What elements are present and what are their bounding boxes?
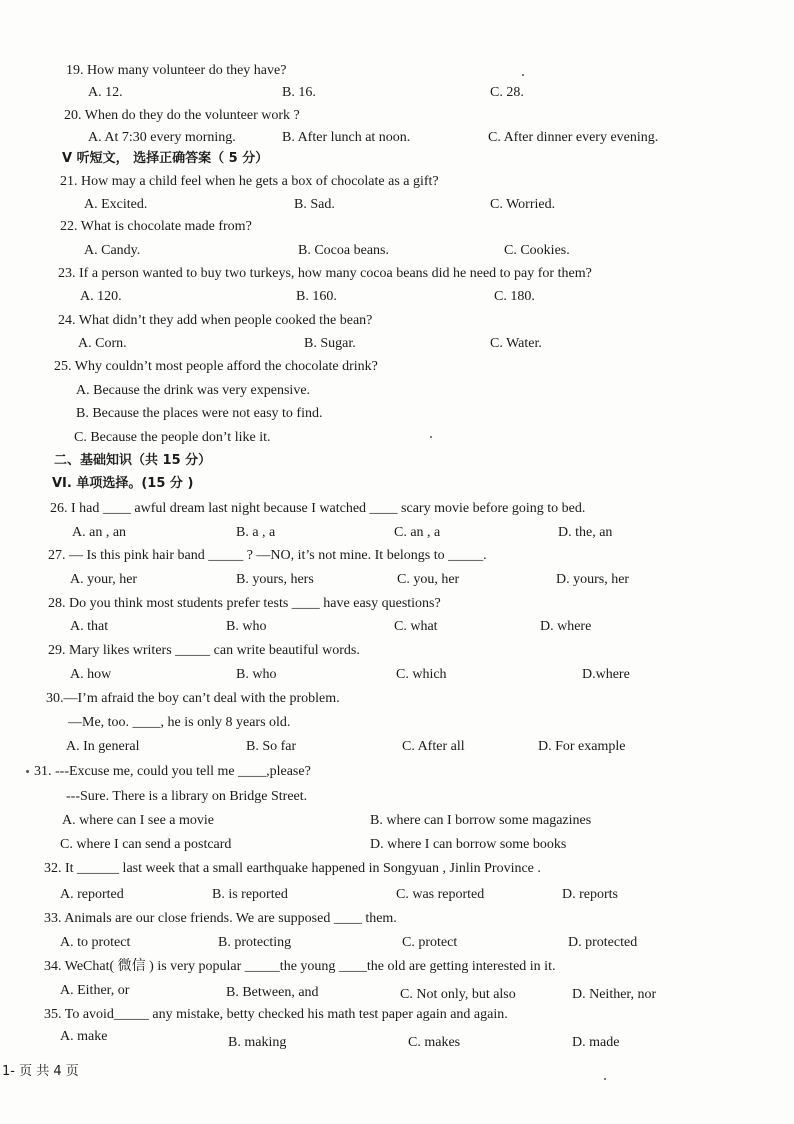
q34-option-b: B. Between, and xyxy=(226,985,319,1000)
question-31: 31. ---Excuse me, could you tell me ____,please? xyxy=(34,764,311,779)
question-29: 29. Mary likes writers _____ can write beautiful words. xyxy=(48,643,360,658)
q29-option-a: A. how xyxy=(70,667,112,682)
q26-option-b: B. a , a xyxy=(236,525,276,540)
q23-option-b: B. 160. xyxy=(296,289,337,304)
question-30-reply: —Me, too. ____, he is only 8 years old. xyxy=(68,715,291,730)
q33-option-d: D. protected xyxy=(568,935,638,950)
q25-option-b: B. Because the places were not easy to find. xyxy=(76,406,323,421)
question-26: 26. I had ____ awful dream last night because I watched ____ scary movie before going to bed. xyxy=(50,501,586,516)
q29-option-c: C. which xyxy=(396,667,447,682)
q31-option-b: B. where can I borrow some magazines xyxy=(370,813,592,828)
q30-option-a: A. In general xyxy=(66,739,140,754)
q21-option-b: B. Sad. xyxy=(294,197,335,212)
question-25: 25. Why couldn’t most people afford the chocolate drink? xyxy=(54,359,378,374)
q32-option-c: C. was reported xyxy=(396,887,485,902)
question-32: 32. It ______ last week that a small earthquake happened in Songyuan , Jinlin Province . xyxy=(44,861,541,876)
q34-option-a: A. Either, or xyxy=(60,983,130,998)
q22-option-b: B. Cocoa beans. xyxy=(298,243,389,258)
q27-option-c: C. you, her xyxy=(397,572,460,587)
q26-option-c: C. an , a xyxy=(394,525,441,540)
page-footer: 1- 页 共 4 页 xyxy=(2,1064,79,1079)
q27-option-b: B. yours, hers xyxy=(236,572,314,587)
q30-option-d: D. For example xyxy=(538,739,626,754)
q33-option-b: B. protecting xyxy=(218,935,292,950)
question-21: 21. How may a child feel when he gets a box of chocolate as a gift? xyxy=(60,174,439,189)
q19-option-b: B. 16. xyxy=(282,85,316,100)
q35-option-d: D. made xyxy=(572,1035,620,1050)
q30-option-c: C. After all xyxy=(402,739,465,754)
question-22: 22. What is chocolate made from? xyxy=(60,219,252,234)
q31-option-d: D. where I can borrow some books xyxy=(370,837,567,852)
question-19: 19. How many volunteer do they have? xyxy=(66,63,287,78)
q31-option-a: A. where can I see a movie xyxy=(62,813,214,828)
q26-option-d: D. the, an xyxy=(558,525,613,540)
q27-option-a: A. your, her xyxy=(70,572,138,587)
question-34: 34. WeChat( 微信 ) is very popular _____the young ____the old are getting interested in it. xyxy=(44,959,556,974)
q28-option-c: C. what xyxy=(394,619,438,634)
q24-option-a: A. Corn. xyxy=(78,336,127,351)
q20-option-b: B. After lunch at noon. xyxy=(282,130,411,145)
q31-option-c: C. where I can send a postcard xyxy=(60,837,232,852)
q35-option-a: A. make xyxy=(60,1029,108,1044)
question-28: 28. Do you think most students prefer tests ____ have easy questions? xyxy=(48,596,441,611)
q25-option-a: A. Because the drink was very expensive. xyxy=(76,383,311,398)
q22-option-a: A. Candy. xyxy=(84,243,141,258)
scan-speck xyxy=(430,436,432,438)
scan-speck xyxy=(26,770,29,773)
question-27: 27. — Is this pink hair band _____ ? —NO, it’s not mine. It belongs to _____. xyxy=(48,548,487,563)
q32-option-b: B. is reported xyxy=(212,887,288,902)
q24-option-c: C. Water. xyxy=(490,336,542,351)
q23-option-c: C. 180. xyxy=(494,289,535,304)
q29-option-d: D.where xyxy=(582,667,630,682)
question-35: 35. To avoid_____ any mistake, betty checked his math test paper again and again. xyxy=(44,1007,508,1022)
q32-option-d: D. reports xyxy=(562,887,618,902)
question-31-reply: ---Sure. There is a library on Bridge Street. xyxy=(66,789,308,804)
q19-option-c: C. 28. xyxy=(490,85,524,100)
q28-option-d: D. where xyxy=(540,619,592,634)
q21-option-c: C. Worried. xyxy=(490,197,556,212)
question-23: 23. If a person wanted to buy two turkeys, how many cocoa beans did he need to pay for them? xyxy=(58,266,592,281)
q35-option-b: B. making xyxy=(228,1035,287,1050)
scan-speck xyxy=(604,1078,606,1080)
q19-option-a: A. 12. xyxy=(88,85,123,100)
question-33: 33. Animals are our close friends. We are supposed ____ them. xyxy=(44,911,397,926)
q28-option-a: A. that xyxy=(70,619,109,634)
q21-option-a: A. Excited. xyxy=(84,197,148,212)
section-vi-heading: VI. 单项选择。(15 分 ) xyxy=(52,476,194,491)
q22-option-c: C. Cookies. xyxy=(504,243,570,258)
q34-option-c: C. Not only, but also xyxy=(400,987,516,1002)
q20-option-c: C. After dinner every evening. xyxy=(488,130,659,145)
q29-option-b: B. who xyxy=(236,667,277,682)
q25-option-c: C. Because the people don’t like it. xyxy=(74,430,271,445)
question-30: 30.—I’m afraid the boy can’t deal with the problem. xyxy=(46,691,340,706)
question-24: 24. What didn’t they add when people cooked the bean? xyxy=(58,313,373,328)
q23-option-a: A. 120. xyxy=(80,289,122,304)
q30-option-b: B. So far xyxy=(246,739,297,754)
q26-option-a: A. an , an xyxy=(72,525,127,540)
section-v-heading: V 听短文， 选择正确答案（ 5 分） xyxy=(62,151,269,166)
q27-option-d: D. yours, her xyxy=(556,572,630,587)
q24-option-b: B. Sugar. xyxy=(304,336,356,351)
question-20: 20. When do they do the volunteer work ? xyxy=(64,108,300,123)
q34-option-d: D. Neither, nor xyxy=(572,987,657,1002)
part-ii-heading: 二、基础知识（共 15 分） xyxy=(54,453,212,468)
q33-option-a: A. to protect xyxy=(60,935,131,950)
q20-option-a: A. At 7:30 every morning. xyxy=(88,130,236,145)
q33-option-c: C. protect xyxy=(402,935,458,950)
q32-option-a: A. reported xyxy=(60,887,124,902)
q28-option-b: B. who xyxy=(226,619,267,634)
q35-option-c: C. makes xyxy=(408,1035,461,1050)
scan-speck xyxy=(522,74,524,76)
